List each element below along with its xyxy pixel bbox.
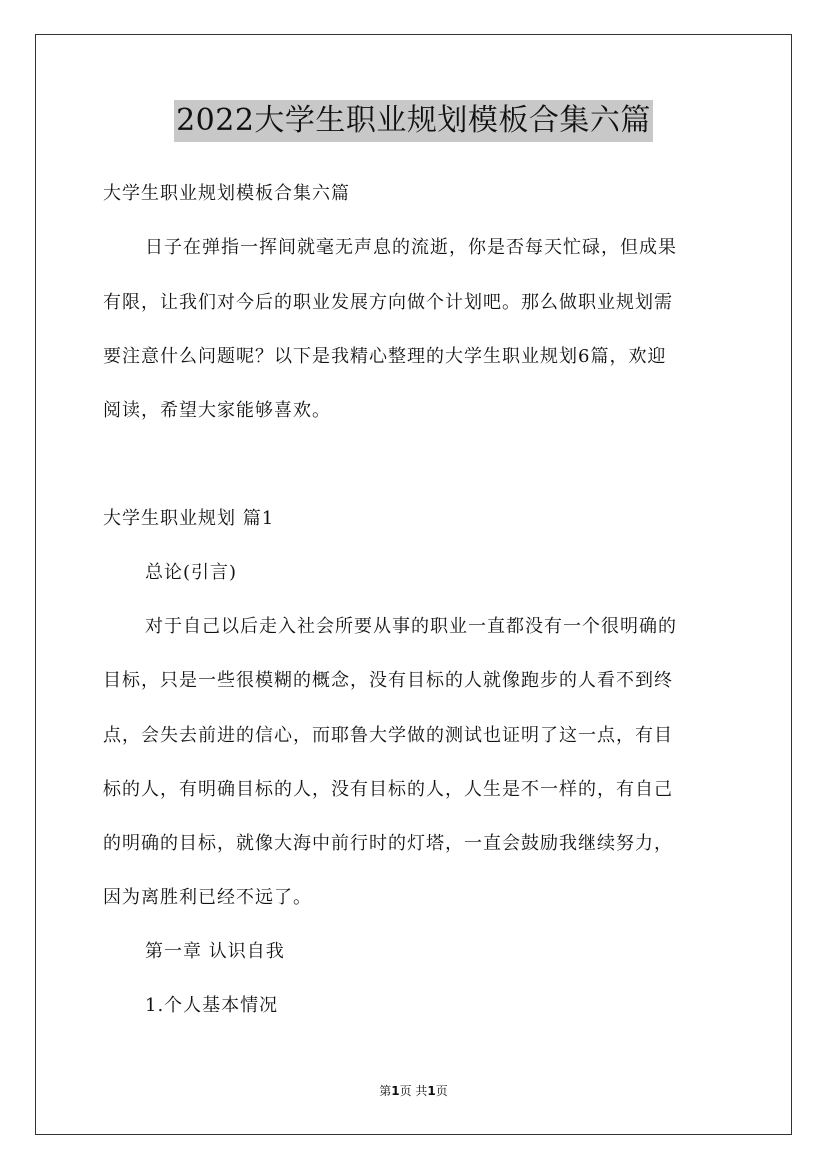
subheading: 总论(引言) [145, 562, 238, 583]
document-subtitle: 大学生职业规划模板合集六篇 [103, 183, 350, 204]
footer-page-total: 1 [427, 1084, 436, 1098]
section-heading: 大学生职业规划 篇1 [103, 508, 275, 529]
paragraph-line: 的明确的目标，就像大海中前行时的灯塔，一直会鼓励我继续努力， [103, 833, 673, 854]
intro-line: 阅读，希望大家能够喜欢。 [103, 400, 331, 421]
paragraph-line: 对于自己以后走入社会所要从事的职业一直都没有一个很明确的 [145, 616, 677, 637]
footer-page-mid: 页 共 [399, 1084, 428, 1098]
paragraph-line: 因为离胜利已经不远了。 [103, 887, 312, 908]
intro-line: 要注意什么问题呢？以下是我精心整理的大学生职业规划6篇，欢迎 [103, 346, 667, 367]
paragraph-line: 目标，只是一些很模糊的概念，没有目标的人就像跑步的人看不到终 [103, 670, 673, 691]
paragraph-line: 标的人，有明确目标的人，没有目标的人，人生是不一样的，有自己 [103, 779, 673, 800]
document-body [103, 0, 729, 1170]
item-heading: 1.个人基本情况 [145, 995, 279, 1016]
footer-page-suffix: 页 [435, 1084, 448, 1098]
footer-page-number: 1 [391, 1084, 400, 1098]
footer-page-prefix: 第 [379, 1084, 392, 1098]
chapter-heading: 第一章 认识自我 [145, 941, 285, 962]
document-title: 2022大学生职业规划模板合集六篇 [174, 100, 653, 142]
intro-line: 日子在弹指一挥间就毫无声息的流逝，你是否每天忙碌，但成果 [145, 237, 677, 258]
page-footer [0, 1083, 827, 1099]
paragraph-line: 点，会失去前进的信心，而耶鲁大学做的测试也证明了这一点，有目 [103, 725, 673, 746]
intro-line: 有限，让我们对今后的职业发展方向做个计划吧。那么做职业规划需 [103, 292, 673, 313]
